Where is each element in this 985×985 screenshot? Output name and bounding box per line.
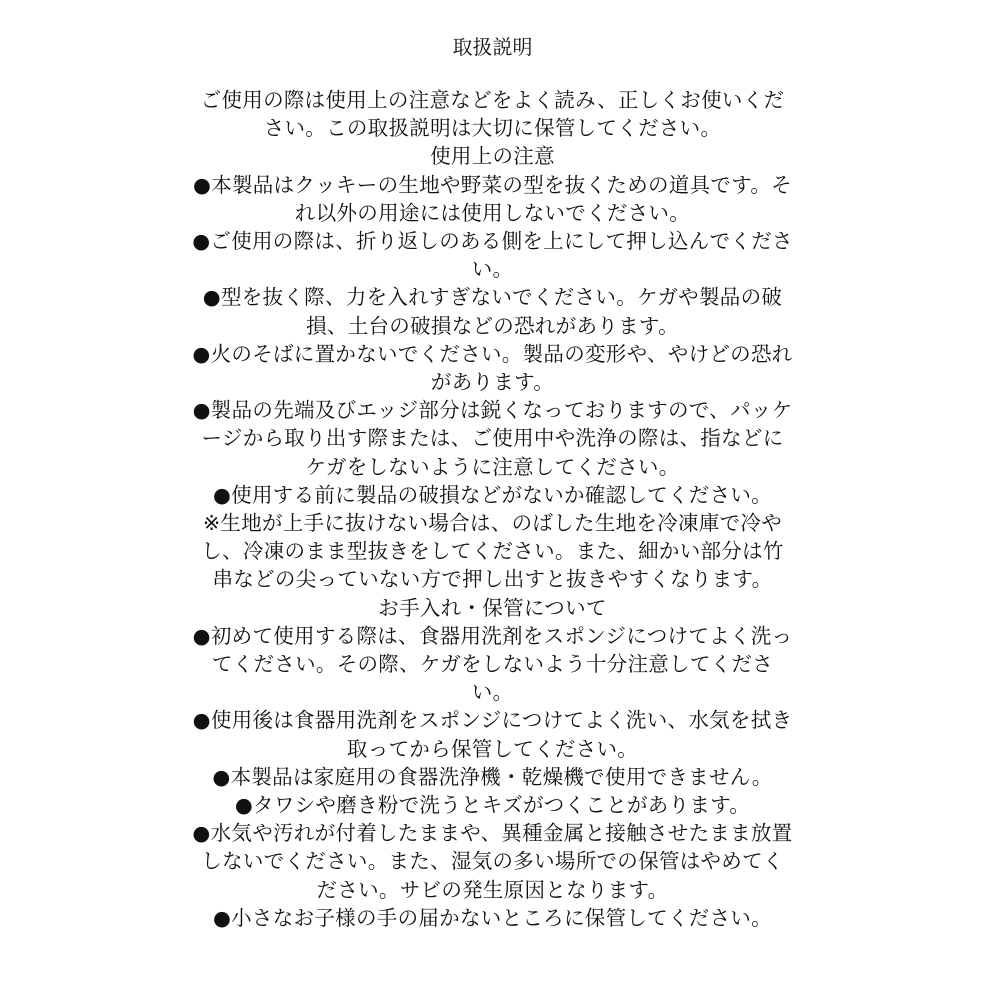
document-title: 取扱説明: [452, 35, 533, 59]
text-line-care-5a: ●水気や汚れが付着したままや、異種金属と接触させたまま放置: [192, 821, 793, 846]
text-line-precaution-1b: れ以外の用途には使用しないでください。: [294, 200, 691, 225]
text-line-care-6: ●小さなお子様の手の届かないところに保管してください。: [213, 905, 772, 930]
text-line-care-1b: てください。その際、ケガをしないよう十分注意してくださ: [211, 652, 774, 677]
text-line-intro-1: ご使用の際は使用上の注意などをよく読み、正しくお使いくだ: [200, 88, 785, 112]
text-line-note-2: し、冷凍のまま型抜きをしてください。また、細かい部分は竹: [201, 539, 784, 564]
text-line-care-5c: ださい。サビの発生原因となります。: [316, 877, 669, 902]
text-line-intro-2: さい。この取扱説明は大切に保管してください。: [263, 116, 722, 141]
text-line-care-3: ●本製品は家庭用の食器洗浄機・乾燥機で使用できません。: [212, 764, 773, 789]
text-line-care-2b: 取ってから保管してください。: [346, 736, 639, 761]
section-heading-precautions: 使用上の注意: [430, 144, 555, 169]
text-line-precaution-2a: ●ご使用の際は、折り返しのある側を上にして押し込んでくださ: [192, 229, 793, 254]
text-line-precaution-1a: ●本製品はクッキーの生地や野菜の型を抜くための道具です。そ: [193, 172, 792, 197]
text-line-precaution-4b: があります。: [430, 370, 555, 395]
text-line-precaution-5b: ージから取り出す際または、ご使用中や洗浄の際は、指などに: [201, 426, 784, 451]
text-line-note-3: 串などの尖っていない方で押し出すと抜きやすくなります。: [212, 567, 773, 592]
text-line-care-2a: ●使用後は食器用洗剤をスポンジにつけてよく洗い、水気を拭き: [192, 708, 793, 733]
text-line-precaution-6: ●使用する前に製品の破損などがないか確認してください。: [213, 482, 772, 507]
text-line-care-1c: い。: [471, 680, 514, 705]
text-line-care-1a: ●初めて使用する際は、食器用洗剤をスポンジにつけてよく洗っ: [192, 623, 793, 648]
text-line-precaution-4a: ●火のそばに置かないでください。製品の変形や、やけどの恐れ: [192, 341, 793, 366]
text-line-care-4: ●タワシや磨き粉で洗うとキズがつくことがあります。: [234, 793, 751, 818]
document-body: [130, 86, 855, 932]
text-line-note-1: ※生地が上手に抜けない場合は、のばした生地を冷凍庫で冷や: [202, 511, 783, 536]
text-line-precaution-5c: ケガをしないように注意してください。: [305, 454, 680, 479]
text-line-precaution-2b: い。: [471, 257, 514, 282]
text-line-care-5b: しないでください。また、湿気の多い場所での保管はやめてく: [201, 849, 784, 874]
text-line-precaution-3b: 損、土台の破損などの恐れがあります。: [306, 313, 679, 338]
section-heading-care-storage: お手入れ・保管について: [378, 595, 607, 620]
text-line-precaution-5a: ●製品の先端及びエッジ部分は鋭くなっておりますので、パッケ: [192, 398, 793, 423]
text-line-precaution-3a: ●型を抜く際、力を入れすぎないでください。ケガや製品の破: [202, 285, 783, 310]
